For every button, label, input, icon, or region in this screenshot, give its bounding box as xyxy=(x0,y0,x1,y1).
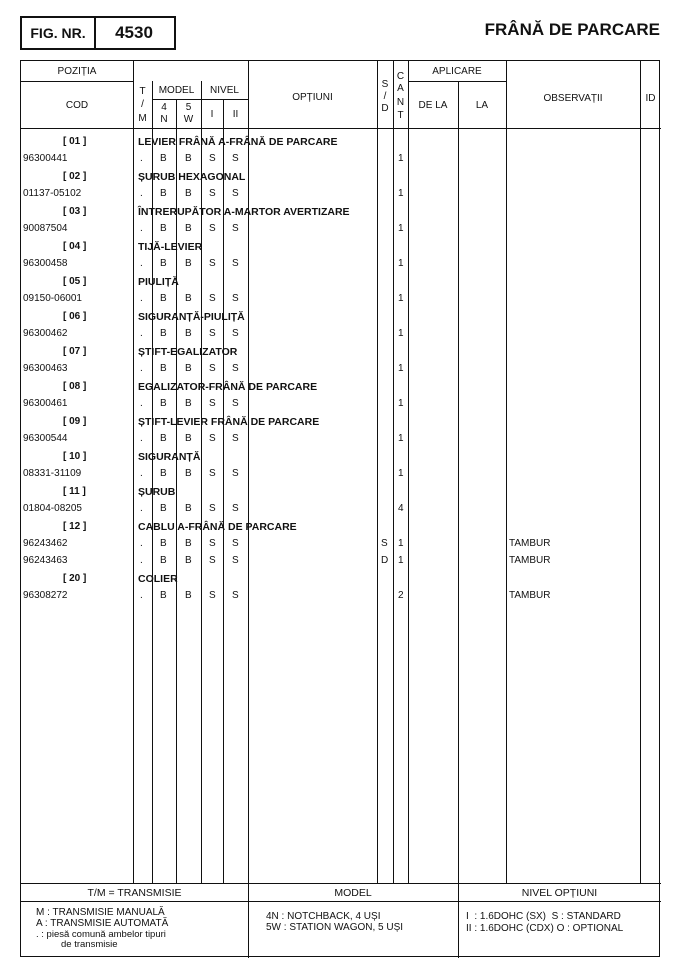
part-name: ȘURUB HEXAGONAL xyxy=(138,171,246,183)
transmission-code: . xyxy=(140,538,143,549)
nivel-ii: S xyxy=(232,538,239,549)
part-name: TIJĂ-LEVIER xyxy=(138,241,203,253)
part-name: COLIER xyxy=(138,573,178,585)
part-name: PIULIȚĂ xyxy=(138,276,179,288)
divider xyxy=(152,81,153,883)
quantity: 1 xyxy=(398,293,404,304)
nivel-ii: S xyxy=(232,258,239,269)
part-name: SIGURANȚĂ xyxy=(138,451,201,463)
nivel-i: S xyxy=(209,258,216,269)
col-nivel-i: I xyxy=(210,109,214,120)
divider xyxy=(21,81,133,82)
nivel-i: S xyxy=(209,223,216,234)
part-code: 01804-08205 xyxy=(23,503,82,514)
part-position: [ 10 ] xyxy=(63,451,87,462)
quantity: 1 xyxy=(398,398,404,409)
quantity: 1 xyxy=(398,188,404,199)
observation: TAMBUR xyxy=(509,555,551,566)
model-5w: B xyxy=(185,328,192,339)
part-code: 96300462 xyxy=(23,328,68,339)
model-5w: B xyxy=(185,503,192,514)
part-code: 09150-06001 xyxy=(23,293,82,304)
part-code: 96300463 xyxy=(23,363,68,374)
col-model-w: W xyxy=(183,114,194,125)
part-code: 90087504 xyxy=(23,223,68,234)
model-5w: B xyxy=(185,398,192,409)
quantity: 1 xyxy=(398,258,404,269)
quantity: 1 xyxy=(398,555,404,566)
nivel-i: S xyxy=(209,398,216,409)
nivel-ii: S xyxy=(232,363,239,374)
model-4n: B xyxy=(160,328,167,339)
transmission-code: . xyxy=(140,363,143,374)
quantity: 1 xyxy=(398,223,404,234)
transmission-code: . xyxy=(140,293,143,304)
divider xyxy=(377,61,378,883)
divider xyxy=(408,81,506,82)
transmission-code: . xyxy=(140,188,143,199)
transmission-code: . xyxy=(140,398,143,409)
model-5w: B xyxy=(185,293,192,304)
model-5w: B xyxy=(185,555,192,566)
model-4n: B xyxy=(160,153,167,164)
nivel-i: S xyxy=(209,590,216,601)
part-name: SIGURANȚĂ-PIULIȚĂ xyxy=(138,311,245,323)
figure-number-box xyxy=(20,16,176,50)
footer-model-line: 4N : NOTCHBACK, 4 UȘI xyxy=(266,911,381,922)
nivel-i: S xyxy=(209,503,216,514)
nivel-ii: S xyxy=(232,398,239,409)
transmission-code: . xyxy=(140,555,143,566)
part-code: 96308272 xyxy=(23,590,68,601)
col-model-5: 5 xyxy=(185,102,192,113)
model-4n: B xyxy=(160,433,167,444)
divider xyxy=(201,81,202,883)
model-4n: B xyxy=(160,223,167,234)
footer-nivel-title: NIVEL OPȚIUNI xyxy=(521,887,598,899)
part-position: [ 20 ] xyxy=(63,573,87,584)
divider xyxy=(21,128,661,129)
model-5w: B xyxy=(185,223,192,234)
divider xyxy=(640,61,641,883)
quantity: 1 xyxy=(398,328,404,339)
model-4n: B xyxy=(160,503,167,514)
col-optiuni: OPȚIUNI xyxy=(292,92,333,103)
col-cant-a: A xyxy=(397,83,404,94)
part-name: ȘTIFT-EGALIZATOR xyxy=(138,346,238,358)
col-sd-s: S xyxy=(381,79,389,90)
nivel-ii: S xyxy=(232,223,239,234)
col-nivel-ii: II xyxy=(232,109,239,120)
figure-number: 4530 xyxy=(115,23,153,42)
part-position: [ 08 ] xyxy=(63,381,87,392)
col-cod: COD xyxy=(65,100,89,111)
part-position: [ 02 ] xyxy=(63,171,87,182)
footer-nivel-line: I : 1.6DOHC (SX) S : STANDARD xyxy=(466,911,621,922)
divider xyxy=(248,61,249,883)
nivel-ii: S xyxy=(232,433,239,444)
nivel-ii: S xyxy=(232,590,239,601)
col-model-4: 4 xyxy=(161,102,167,113)
nivel-ii: S xyxy=(232,328,239,339)
col-observatii: OBSERVAȚII xyxy=(543,93,603,104)
part-code: 01137-05102 xyxy=(23,188,82,199)
observation: TAMBUR xyxy=(509,538,551,549)
nivel-ii: S xyxy=(232,153,239,164)
col-la: LA xyxy=(475,100,489,111)
col-aplicare: APLICARE xyxy=(432,66,482,77)
part-position: [ 01 ] xyxy=(63,136,87,147)
col-sd-d: D xyxy=(381,103,389,114)
part-name: CABLU A-FRÂNĂ DE PARCARE xyxy=(138,521,297,533)
col-tm-slash: / xyxy=(141,99,144,110)
transmission-code: . xyxy=(140,468,143,479)
transmission-code: . xyxy=(140,590,143,601)
model-4n: B xyxy=(160,538,167,549)
model-5w: B xyxy=(185,433,192,444)
nivel-ii: S xyxy=(232,188,239,199)
nivel-i: S xyxy=(209,153,216,164)
side-code: D xyxy=(381,555,389,566)
divider xyxy=(458,81,459,883)
col-model-n: N xyxy=(160,114,168,125)
transmission-code: . xyxy=(140,153,143,164)
transmission-code: . xyxy=(140,328,143,339)
part-position: [ 04 ] xyxy=(63,241,87,252)
footer-tm-line: . : piesă comună ambelor tipuri xyxy=(36,929,166,940)
nivel-i: S xyxy=(209,433,216,444)
col-cant-c: C xyxy=(396,71,405,82)
footer-tm-line: A : TRANSMISIE AUTOMATĂ xyxy=(36,918,169,929)
figure-label: FIG. NR. xyxy=(22,18,96,48)
part-code: 96300458 xyxy=(23,258,68,269)
divider xyxy=(152,99,248,100)
divider xyxy=(21,883,661,884)
nivel-i: S xyxy=(209,188,216,199)
quantity: 2 xyxy=(398,590,404,601)
col-id: ID xyxy=(645,93,656,104)
model-4n: B xyxy=(160,468,167,479)
divider xyxy=(393,61,394,883)
footer-tm-line: de transmisie xyxy=(61,939,118,950)
footer-model-title: MODEL xyxy=(334,887,372,899)
part-code: 96300544 xyxy=(23,433,68,444)
col-tm-m: M xyxy=(138,113,147,124)
divider xyxy=(408,61,409,883)
transmission-code: . xyxy=(140,258,143,269)
transmission-code: . xyxy=(140,223,143,234)
nivel-i: S xyxy=(209,468,216,479)
observation: TAMBUR xyxy=(509,590,551,601)
part-position: [ 05 ] xyxy=(63,276,87,287)
part-name: ȘTIFT-LEVIER FRÂNĂ DE PARCARE xyxy=(138,416,320,428)
quantity: 1 xyxy=(398,363,404,374)
page-title: FRÂNĂ DE PARCARE xyxy=(484,20,660,39)
divider xyxy=(21,901,661,902)
part-code: 96243462 xyxy=(23,538,68,549)
col-cant-n: N xyxy=(396,97,405,108)
part-code: 96300441 xyxy=(23,153,68,164)
part-code: 96300461 xyxy=(23,398,68,409)
model-5w: B xyxy=(185,258,192,269)
col-sd-slash: / xyxy=(383,91,387,102)
col-pozitia: POZIȚIA xyxy=(57,66,97,77)
side-code: S xyxy=(381,538,388,549)
divider xyxy=(506,61,507,883)
nivel-ii: S xyxy=(232,293,239,304)
model-4n: B xyxy=(160,363,167,374)
part-name: EGALIZATOR-FRÂNĂ DE PARCARE xyxy=(138,381,318,393)
nivel-ii: S xyxy=(232,555,239,566)
footer-tm-line: M : TRANSMISIE MANUALĂ xyxy=(36,907,165,918)
footer-nivel-line: II : 1.6DOHC (CDX) O : OPTIONAL xyxy=(466,923,624,934)
nivel-i: S xyxy=(209,538,216,549)
model-5w: B xyxy=(185,363,192,374)
quantity: 1 xyxy=(398,433,404,444)
model-5w: B xyxy=(185,590,192,601)
nivel-ii: S xyxy=(232,468,239,479)
model-4n: B xyxy=(160,188,167,199)
nivel-i: S xyxy=(209,293,216,304)
model-4n: B xyxy=(160,555,167,566)
parts-table xyxy=(20,60,660,957)
nivel-i: S xyxy=(209,555,216,566)
part-position: [ 06 ] xyxy=(63,311,87,322)
part-position: [ 07 ] xyxy=(63,346,87,357)
col-cant-t: T xyxy=(397,110,404,121)
part-position: [ 09 ] xyxy=(63,416,87,427)
model-4n: B xyxy=(160,258,167,269)
quantity: 1 xyxy=(398,153,404,164)
part-code: 96243463 xyxy=(23,555,68,566)
quantity: 4 xyxy=(398,503,404,514)
model-5w: B xyxy=(185,153,192,164)
part-position: [ 12 ] xyxy=(63,521,87,532)
col-nivel: NIVEL xyxy=(210,85,239,96)
col-de-la: DE LA xyxy=(418,100,448,111)
nivel-ii: S xyxy=(232,503,239,514)
part-position: [ 03 ] xyxy=(63,206,87,217)
part-name: LEVIER FRÂNĂ A-FRÂNĂ DE PARCARE xyxy=(138,136,338,148)
nivel-i: S xyxy=(209,363,216,374)
model-4n: B xyxy=(160,398,167,409)
model-5w: B xyxy=(185,538,192,549)
footer-tm-title: T/M = TRANSMISIE xyxy=(87,887,182,899)
part-code: 08331-31109 xyxy=(23,468,82,479)
part-position: [ 11 ] xyxy=(63,486,86,497)
part-name: ÎNTRERUPĂTOR A-MARTOR AVERTIZARE xyxy=(138,206,350,218)
nivel-i: S xyxy=(209,328,216,339)
model-5w: B xyxy=(185,468,192,479)
transmission-code: . xyxy=(140,433,143,444)
quantity: 1 xyxy=(398,538,404,549)
model-4n: B xyxy=(160,590,167,601)
transmission-code: . xyxy=(140,503,143,514)
col-model: MODEL xyxy=(158,85,195,96)
part-name: ȘURUB xyxy=(138,486,176,498)
model-5w: B xyxy=(185,188,192,199)
footer-model-line: 5W : STATION WAGON, 5 UȘI xyxy=(266,922,404,933)
divider xyxy=(133,61,134,883)
col-tm-t: T xyxy=(139,86,146,97)
quantity: 1 xyxy=(398,468,404,479)
model-4n: B xyxy=(160,293,167,304)
